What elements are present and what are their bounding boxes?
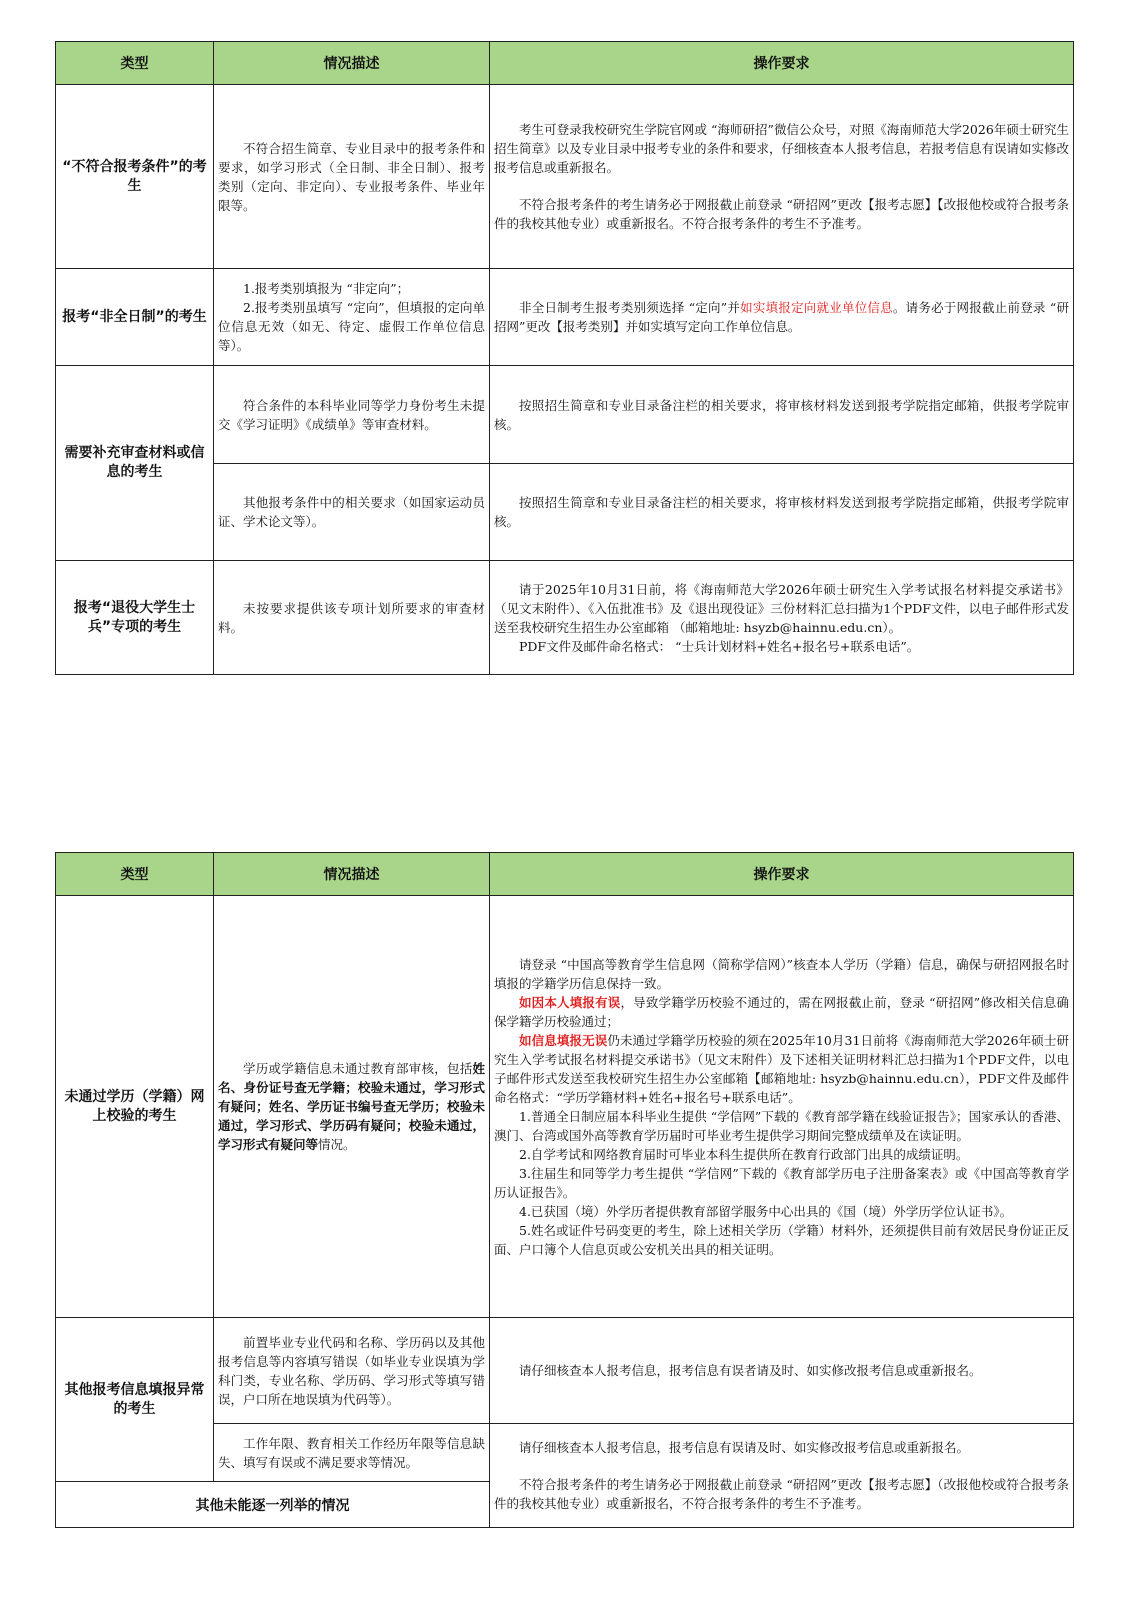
requirements-paragraph: 按照招生简章和专业目录备注栏的相关要求，将审核材料发送到报考学院指定邮箱，供报考学院审核。: [494, 495, 1069, 529]
requirements-text: 。请务必于网报截止前登录 “研招网”更改【报考类别】并如实填写定向工作单位信息。: [494, 300, 1069, 334]
requirements-paragraph: 5.姓名或证件号码变更的考生，除上述相关学历（学籍）材料外，还须提供目前有效居民身份证正反面、户口簿个人信息页或公安机关出具的相关证明。: [494, 1222, 1069, 1257]
requirements-cell: [490, 1318, 1074, 1424]
table-row: [56, 1318, 1074, 1424]
header-type: 类型: [56, 42, 214, 85]
requirements-cell: [490, 85, 1074, 269]
type-cell: 未通过学历（学籍）网上校验的考生: [56, 896, 214, 1318]
requirements-paragraph: 请仔细核查本人报考信息，报考信息有误请及时、如实修改报考信息或重新报名。: [519, 1440, 970, 1455]
requirements-cell: [490, 269, 1074, 366]
description-text: 2.报考类别虽填写 “定向”，但填报的定向单位信息无效（如无、待定、虚假工作单位信息等）。: [218, 300, 485, 353]
highlight-text: 如实填报定向就业单位信息: [740, 300, 893, 315]
requirements-paragraph: 3.往届生和同等学力考生提供 “学信网”下载的《教育部学历电子注册备案表》或《中国高等教育学历认证报告》。: [494, 1165, 1069, 1200]
type-cell: 报考“退役大学生士兵”专项的考生: [56, 561, 214, 675]
requirements-cell: [490, 464, 1074, 561]
highlight-text: 如因本人填报有误: [519, 994, 621, 1010]
description-text: 不符合招生简章、专业目录中的报考条件和要求，如学习形式（全日制、非全日制）、报考类别（定向、非定向）、专业报考条件、毕业年限等。: [218, 140, 485, 213]
requirements-paragraph: 2.自学考试和网络教育届时可毕业本科生提供所在教育行政部门出具的成绩证明。: [519, 1146, 969, 1162]
table-row: [56, 896, 1074, 1318]
requirements-paragraph: 考生可登录我校研究生学院官网或 “海师研招”微信公众号，对照《海南师范大学2026年硕士研究生招生简章》以及专业目录中报考专业的条件和要求，仔细核查本人报考信息，若报考信息有误请如实修改报考信息或重新报名。: [494, 122, 1070, 175]
table-row: [56, 85, 1074, 269]
header-type: 类型: [56, 853, 214, 896]
requirements-table-2: [55, 852, 1074, 1528]
requirements-paragraph: 4.已获国（境）外学历者提供教育部留学服务中心出具的《国（境）外学历学位认证书》。: [519, 1203, 1013, 1219]
table-row: [56, 561, 1074, 675]
requirements-paragraph: 请仔细核查本人报考信息，报考信息有误者请及时、如实修改报考信息或重新报名。: [519, 1363, 982, 1378]
requirements-table-1: [55, 41, 1074, 675]
description-cell: [214, 561, 490, 675]
description-text: 未按要求提供该专项计划所要求的审查材料。: [218, 600, 485, 635]
description-text-plain: 学历或学籍信息未通过教育部审核，包括: [243, 1061, 473, 1076]
description-text: 符合条件的本科毕业同等学力身份考生未提交《学习证明》《成绩单》等审查材料。: [218, 397, 485, 432]
requirements-paragraph: 请登录 “中国高等教育学生信息网（简称学信网）”核查本人学历（学籍）信息，确保与研招网报名时填报的学籍学历信息保持一致。: [494, 956, 1069, 991]
header-requirements: 操作要求: [490, 42, 1074, 85]
table-row: [56, 269, 1074, 366]
description-text: 前置毕业专业代码和名称、学历码以及其他报考信息等内容填写错误（如毕业专业误填为学科门类，专业名称、学历码、学习形式等填写错误，户口所在地误填为代码等）。: [218, 1334, 485, 1407]
requirements-paragraph: [494, 298, 1069, 336]
header-description: 情况描述: [214, 853, 490, 896]
requirements-paragraph: 1.普通全日制应届本科毕业生提供 “学信网”下载的《教育部学籍在线验证报告》；国家承认的香港、澳门、台湾或国外高等教育学历届时可毕业考生提供学习期间完整成绩单及在读证明。: [494, 1108, 1069, 1143]
requirements-text: 仍未通过学籍学历校验的须在2025年10月31日前将《海南师范大学2026年硕士研究生入学考试报名材料提交承诺书》（见文末附件）及下述相关证明材料汇总扫描为1个PDF文件，以电子邮件形式发送至我校研究生招生办公室邮箱【邮箱地址: hsyzb@hainnu.edu.cn），PDF文件及邮件命名格式：“学历学籍材料+姓名+报名号+联系电话”。: [494, 1032, 1069, 1105]
requirements-paragraph: [494, 1031, 1069, 1107]
description-cell: [214, 1424, 490, 1482]
description-cell: [214, 464, 490, 561]
requirements-paragraph: PDF文件及邮件命名格式： “士兵计划材料+姓名+报名号+联系电话”。: [519, 638, 920, 654]
header-description: 情况描述: [214, 42, 490, 85]
type-cell: 报考“非全日制”的考生: [56, 269, 214, 366]
requirements-paragraph: 不符合报考条件的考生请务必于网报截止前登录 “研招网”更改【报考志愿】【改报他校或符合报考条件的我校其他专业）或重新报名。不符合报考条件的考生不予准考。: [494, 197, 1069, 231]
description-text: 工作年限、教育相关工作经历年限等信息缺失、填写有误或不满足要求等情况。: [218, 1435, 485, 1470]
requirements-cell: [490, 896, 1074, 1318]
description-text-plain: 情况。: [318, 1137, 356, 1152]
description-text-bold: 姓名、身份证号查无学籍；校验未通过，学习形式有疑问；姓名、学历证书编号查无学历；校验未通过，学习形式、学历码有疑问；校验未通过，学习形式有疑问等: [218, 1061, 485, 1152]
type-cell: 需要补充审查材料或信息的考生: [56, 366, 214, 561]
requirements-cell: [490, 366, 1074, 464]
requirements-paragraph: 不符合报考条件的考生请务必于网报截止前登录 “研招网”更改【报考志愿】（改报他校或符合报考条件的我校其他专业）或重新报名，不符合报考条件的考生不予准考。: [494, 1477, 1069, 1511]
requirements-paragraph: [494, 993, 1069, 1031]
description-cell: [214, 366, 490, 464]
header-requirements: 操作要求: [490, 853, 1074, 896]
description-cell: [214, 85, 490, 269]
requirements-cell: [490, 561, 1074, 675]
header-row: [56, 42, 1074, 85]
description-text: [218, 1059, 485, 1154]
requirements-text: 非全日制考生报考类别须选择 “定向”并: [519, 300, 741, 315]
table-row: [56, 366, 1074, 464]
description-cell: [214, 1318, 490, 1424]
requirements-paragraph: 按照招生简章和专业目录备注栏的相关要求，将审核材料发送到报考学院指定邮箱，供报考学院审核。: [494, 397, 1069, 432]
description-text: 其他报考条件中的相关要求（如国家运动员证、学术论文等）。: [218, 495, 485, 529]
description-text: 1.报考类别填报为 “非定向”；: [243, 281, 410, 296]
requirements-text: ，导致学籍学历校验不通过的，需在网报截止前，登录 “研招网”修改相关信息确保学籍学历校验通过；: [494, 994, 1069, 1029]
requirements-cell: [490, 1424, 1074, 1528]
requirements-paragraph: 请于2025年10月31日前，将《海南师范大学2026年硕士研究生入学考试报名材料提交承诺书》（见文末附件）、《入伍批准书》及《退出现役证》三份材料汇总扫描为1个PDF文件，以电子邮件形式发送至我校研究生招生办公室邮箱 （邮箱地址: hsyzb@hainnu.edu.cn）。: [494, 581, 1069, 635]
type-cell: 其他报考信息填报异常的考生: [56, 1318, 214, 1482]
other-situations-cell: 其他未能逐一列举的情况: [56, 1482, 490, 1528]
highlight-text: 如信息填报无误: [519, 1032, 608, 1048]
header-row: [56, 853, 1074, 896]
description-cell: [214, 896, 490, 1318]
type-cell: “不符合报考条件”的考生: [56, 85, 214, 269]
description-cell: [214, 269, 490, 366]
